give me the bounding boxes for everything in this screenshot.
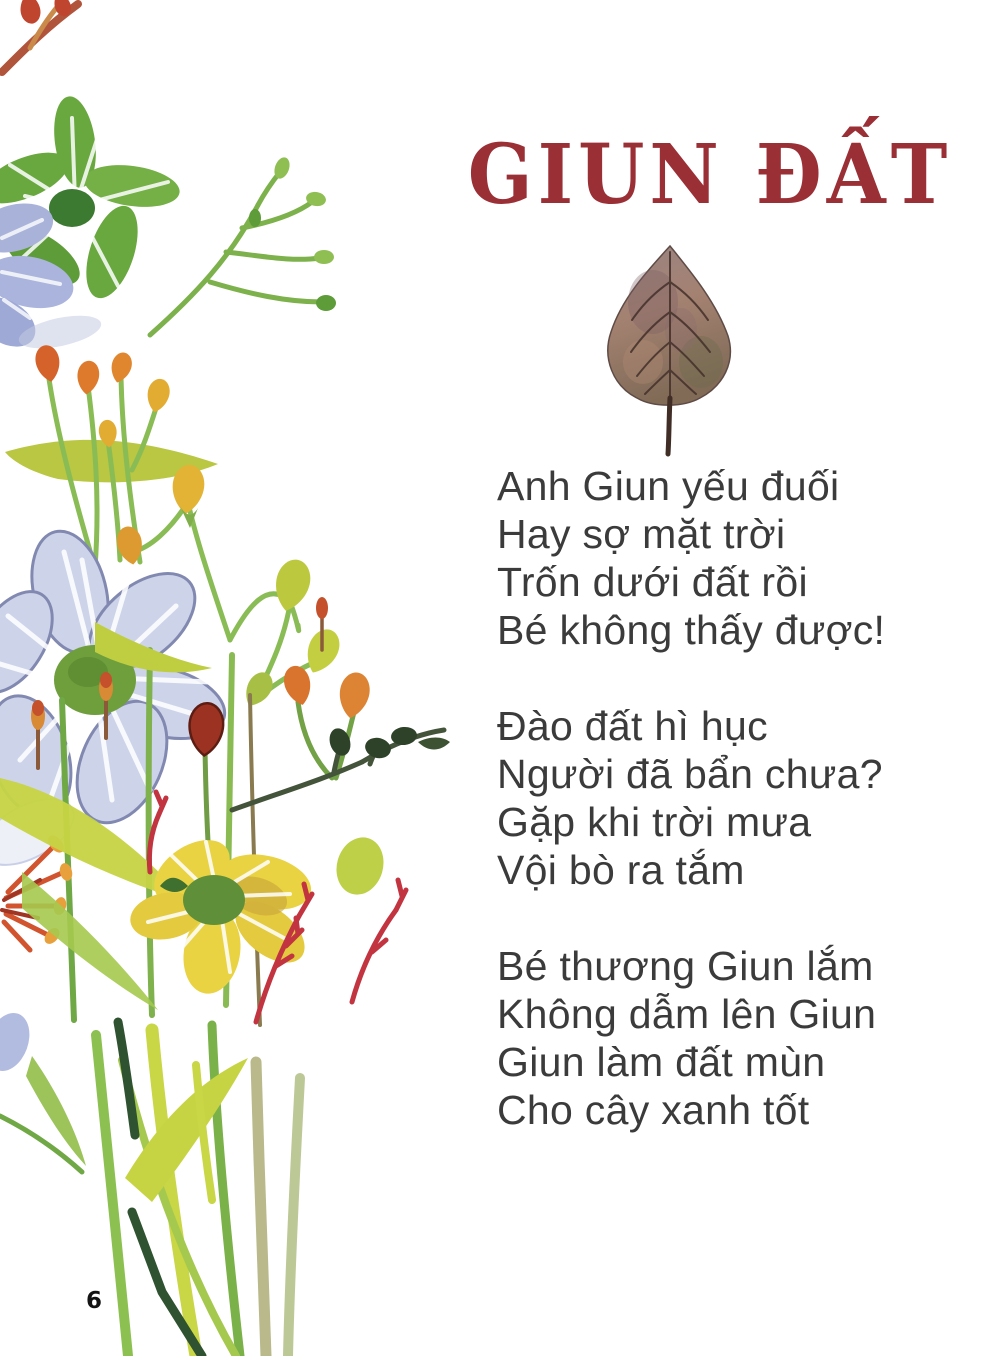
poem-line: Cho cây xanh tốt <box>497 1087 810 1133</box>
wildflowers-illustration <box>0 0 450 1356</box>
bottom-grass <box>0 1007 300 1356</box>
poem-line: Trốn dưới đất rồi <box>497 559 808 605</box>
poem-line: Bé thương Giun lắm <box>497 943 874 989</box>
poem-line: Anh Giun yếu đuối <box>497 463 840 509</box>
poem-stanza <box>497 462 885 654</box>
page-title: GIUN ĐẤT <box>467 126 953 223</box>
poem-line: Không dẫm lên Giun <box>497 991 877 1037</box>
poem-line: Hay sợ mặt trời <box>497 511 786 557</box>
poem <box>497 462 885 1134</box>
poem-line: Bé không thấy được! <box>497 607 886 653</box>
poem-stanza <box>497 702 885 894</box>
page-number: 6 <box>86 1288 103 1314</box>
poem-line: Vội bò ra tắm <box>497 847 745 893</box>
top-cluster <box>0 0 336 482</box>
poem-line: Người đã bẩn chưa? <box>497 751 883 797</box>
poem-line: Đào đất hì hục <box>497 703 768 749</box>
poem-line: Gặp khi trời mưa <box>497 799 812 845</box>
poem-line: Giun làm đất mùn <box>497 1039 826 1085</box>
pressed-leaf-illustration <box>585 240 755 460</box>
poem-stanza <box>497 942 885 1134</box>
